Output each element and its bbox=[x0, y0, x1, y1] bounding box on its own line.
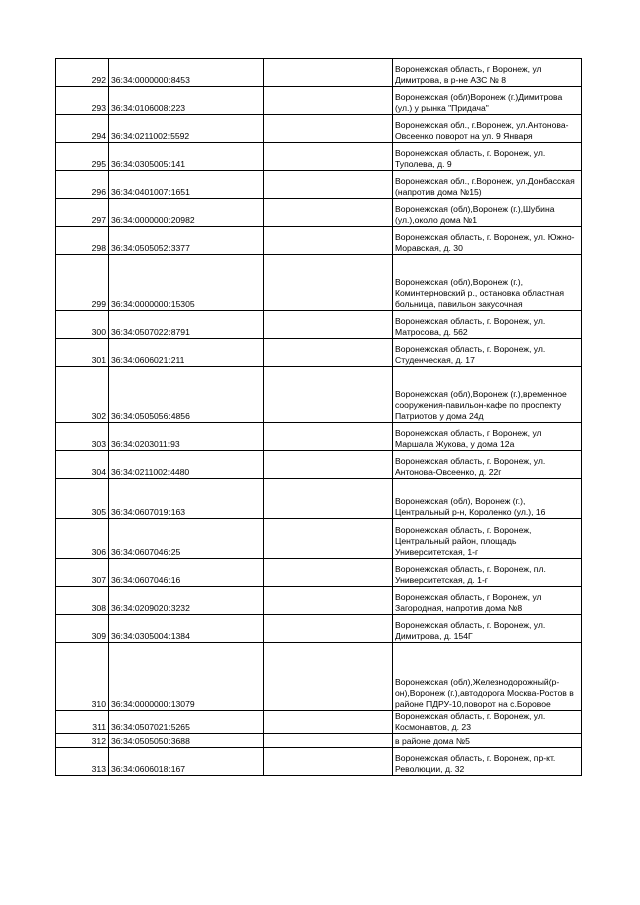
address-cell: Воронежская (обл),Железнодорожный(р-он),Воронеж (г.),автодорога Москва-Ростов в районе ПДРУ-10,поворот на с.Боровое bbox=[393, 643, 582, 711]
row-number-cell: 292 bbox=[56, 59, 109, 87]
empty-cell bbox=[264, 367, 393, 423]
cadastral-number-cell: 36:34:0606021:211 bbox=[109, 339, 264, 367]
cadastral-number-cell: 36:34:0607019:163 bbox=[109, 479, 264, 519]
address-cell: Воронежская обл., г.Воронеж, ул.Донбасская (напротив дома №15) bbox=[393, 171, 582, 199]
row-number-cell: 298 bbox=[56, 227, 109, 255]
cadastral-number-cell: 36:34:0305005:141 bbox=[109, 143, 264, 171]
empty-cell bbox=[264, 711, 393, 734]
cadastral-number-cell: 36:34:0000000:20982 bbox=[109, 199, 264, 227]
address-cell: в районе дома №5 bbox=[393, 734, 582, 748]
table-row bbox=[56, 367, 582, 423]
table-row bbox=[56, 559, 582, 587]
cadastral-number-cell: 36:34:0401007:1651 bbox=[109, 171, 264, 199]
empty-cell bbox=[264, 615, 393, 643]
table-row bbox=[56, 615, 582, 643]
row-number-cell: 310 bbox=[56, 643, 109, 711]
empty-cell bbox=[264, 339, 393, 367]
row-number-cell: 301 bbox=[56, 339, 109, 367]
cadastral-number-cell: 36:34:0211002:5592 bbox=[109, 115, 264, 143]
row-number-cell: 307 bbox=[56, 559, 109, 587]
address-cell: Воронежская область, г. Воронеж, ул. Студенческая, д. 17 bbox=[393, 339, 582, 367]
table-row bbox=[56, 748, 582, 776]
address-cell: Воронежская (обл)Воронеж (г.)Димитрова (ул.) у рынка "Придача" bbox=[393, 87, 582, 115]
cadastral-number-cell: 36:34:0505050:3688 bbox=[109, 734, 264, 748]
empty-cell bbox=[264, 643, 393, 711]
cadastral-table bbox=[55, 58, 582, 776]
address-cell: Воронежская область, г. Воронеж, ул. Туполева, д. 9 bbox=[393, 143, 582, 171]
row-number-cell: 294 bbox=[56, 115, 109, 143]
row-number-cell: 312 bbox=[56, 734, 109, 748]
row-number-cell: 293 bbox=[56, 87, 109, 115]
table-row bbox=[56, 479, 582, 519]
empty-cell bbox=[264, 451, 393, 479]
empty-cell bbox=[264, 748, 393, 776]
row-number-cell: 308 bbox=[56, 587, 109, 615]
row-number-cell: 309 bbox=[56, 615, 109, 643]
cadastral-number-cell: 36:34:0505056:4856 bbox=[109, 367, 264, 423]
table-row bbox=[56, 143, 582, 171]
empty-cell bbox=[264, 519, 393, 559]
address-cell: Воронежская (обл),Воронеж (г.),временное сооружения-павильон-кафе по проспекту Патриотов у дома 24д bbox=[393, 367, 582, 423]
cadastral-number-cell: 36:34:0211002:4480 bbox=[109, 451, 264, 479]
address-cell: Воронежская область, г. Воронеж, ул. Матросова, д. 562 bbox=[393, 311, 582, 339]
row-number-cell: 305 bbox=[56, 479, 109, 519]
table-row bbox=[56, 643, 582, 711]
row-number-cell: 299 bbox=[56, 255, 109, 311]
table-row bbox=[56, 227, 582, 255]
empty-cell bbox=[264, 143, 393, 171]
address-cell: Воронежская область, г Воронеж, ул Маршала Жукова, у дома 12а bbox=[393, 423, 582, 451]
row-number-cell: 311 bbox=[56, 711, 109, 734]
empty-cell bbox=[264, 734, 393, 748]
empty-cell bbox=[264, 59, 393, 87]
table-row bbox=[56, 59, 582, 87]
cadastral-number-cell: 36:34:0505052:3377 bbox=[109, 227, 264, 255]
cadastral-number-cell: 36:34:0209020:3232 bbox=[109, 587, 264, 615]
address-cell: Воронежская область, г. Воронеж, пр-кт. Революции, д. 32 bbox=[393, 748, 582, 776]
empty-cell bbox=[264, 171, 393, 199]
cadastral-number-cell: 36:34:0106008:223 bbox=[109, 87, 264, 115]
cadastral-number-cell: 36:34:0000000:15305 bbox=[109, 255, 264, 311]
table-row bbox=[56, 171, 582, 199]
empty-cell bbox=[264, 87, 393, 115]
cadastral-number-cell: 36:34:0607046:16 bbox=[109, 559, 264, 587]
table-body bbox=[56, 59, 582, 776]
address-cell: Воронежская (обл), Воронеж (г.), Центральный р-н, Короленко (ул.), 16 bbox=[393, 479, 582, 519]
empty-cell bbox=[264, 255, 393, 311]
empty-cell bbox=[264, 587, 393, 615]
cadastral-number-cell: 36:34:0606018:167 bbox=[109, 748, 264, 776]
table-row bbox=[56, 587, 582, 615]
row-number-cell: 300 bbox=[56, 311, 109, 339]
row-number-cell: 304 bbox=[56, 451, 109, 479]
empty-cell bbox=[264, 479, 393, 519]
cadastral-number-cell: 36:34:0000000:13079 bbox=[109, 643, 264, 711]
address-cell: Воронежская (обл),Воронеж (г.),Шубина (ул.),около дома №1 bbox=[393, 199, 582, 227]
address-cell: Воронежская (обл),Воронеж (г.), Коминтерновский р., остановка областная больница, павильон закусочная bbox=[393, 255, 582, 311]
empty-cell bbox=[264, 227, 393, 255]
address-cell: Воронежская область, г. Воронеж, ул. Космонавтов, д. 23 bbox=[393, 711, 582, 734]
address-cell: Воронежская область, г. Воронеж, Центральный район, площадь Университетская, 1-г bbox=[393, 519, 582, 559]
empty-cell bbox=[264, 115, 393, 143]
table-row bbox=[56, 339, 582, 367]
address-cell: Воронежская обл., г.Воронеж, ул.Антонова-Овсеенко поворот на ул. 9 Января bbox=[393, 115, 582, 143]
address-cell: Воронежская область, г. Воронеж, пл. Университетская, д. 1-г bbox=[393, 559, 582, 587]
cadastral-number-cell: 36:34:0607046:25 bbox=[109, 519, 264, 559]
row-number-cell: 302 bbox=[56, 367, 109, 423]
table-row bbox=[56, 734, 582, 748]
table-row bbox=[56, 711, 582, 734]
address-cell: Воронежская область, г. Воронеж, ул. Антонова-Овсеенко, д. 22г bbox=[393, 451, 582, 479]
cadastral-number-cell: 36:34:0507021:5265 bbox=[109, 711, 264, 734]
table-row bbox=[56, 423, 582, 451]
empty-cell bbox=[264, 423, 393, 451]
cadastral-number-cell: 36:34:0203011:93 bbox=[109, 423, 264, 451]
table-row bbox=[56, 87, 582, 115]
empty-cell bbox=[264, 559, 393, 587]
row-number-cell: 296 bbox=[56, 171, 109, 199]
table-row bbox=[56, 255, 582, 311]
cadastral-number-cell: 36:34:0507022:8791 bbox=[109, 311, 264, 339]
cadastral-number-cell: 36:34:0000000:8453 bbox=[109, 59, 264, 87]
row-number-cell: 295 bbox=[56, 143, 109, 171]
row-number-cell: 303 bbox=[56, 423, 109, 451]
empty-cell bbox=[264, 199, 393, 227]
table-row bbox=[56, 199, 582, 227]
row-number-cell: 306 bbox=[56, 519, 109, 559]
row-number-cell: 313 bbox=[56, 748, 109, 776]
empty-cell bbox=[264, 311, 393, 339]
address-cell: Воронежская область, г Воронеж, ул Загородная, напротив дома №8 bbox=[393, 587, 582, 615]
table-row bbox=[56, 311, 582, 339]
table-row bbox=[56, 519, 582, 559]
address-cell: Воронежская область, г Воронеж, ул Димитрова, в р-не АЗС № 8 bbox=[393, 59, 582, 87]
table-row bbox=[56, 115, 582, 143]
address-cell: Воронежская область, г. Воронеж, ул. Южно-Моравская, д. 30 bbox=[393, 227, 582, 255]
address-cell: Воронежская область, г. Воронеж, ул. Димитрова, д. 154Г bbox=[393, 615, 582, 643]
table-row bbox=[56, 451, 582, 479]
cadastral-number-cell: 36:34:0305004:1384 bbox=[109, 615, 264, 643]
row-number-cell: 297 bbox=[56, 199, 109, 227]
